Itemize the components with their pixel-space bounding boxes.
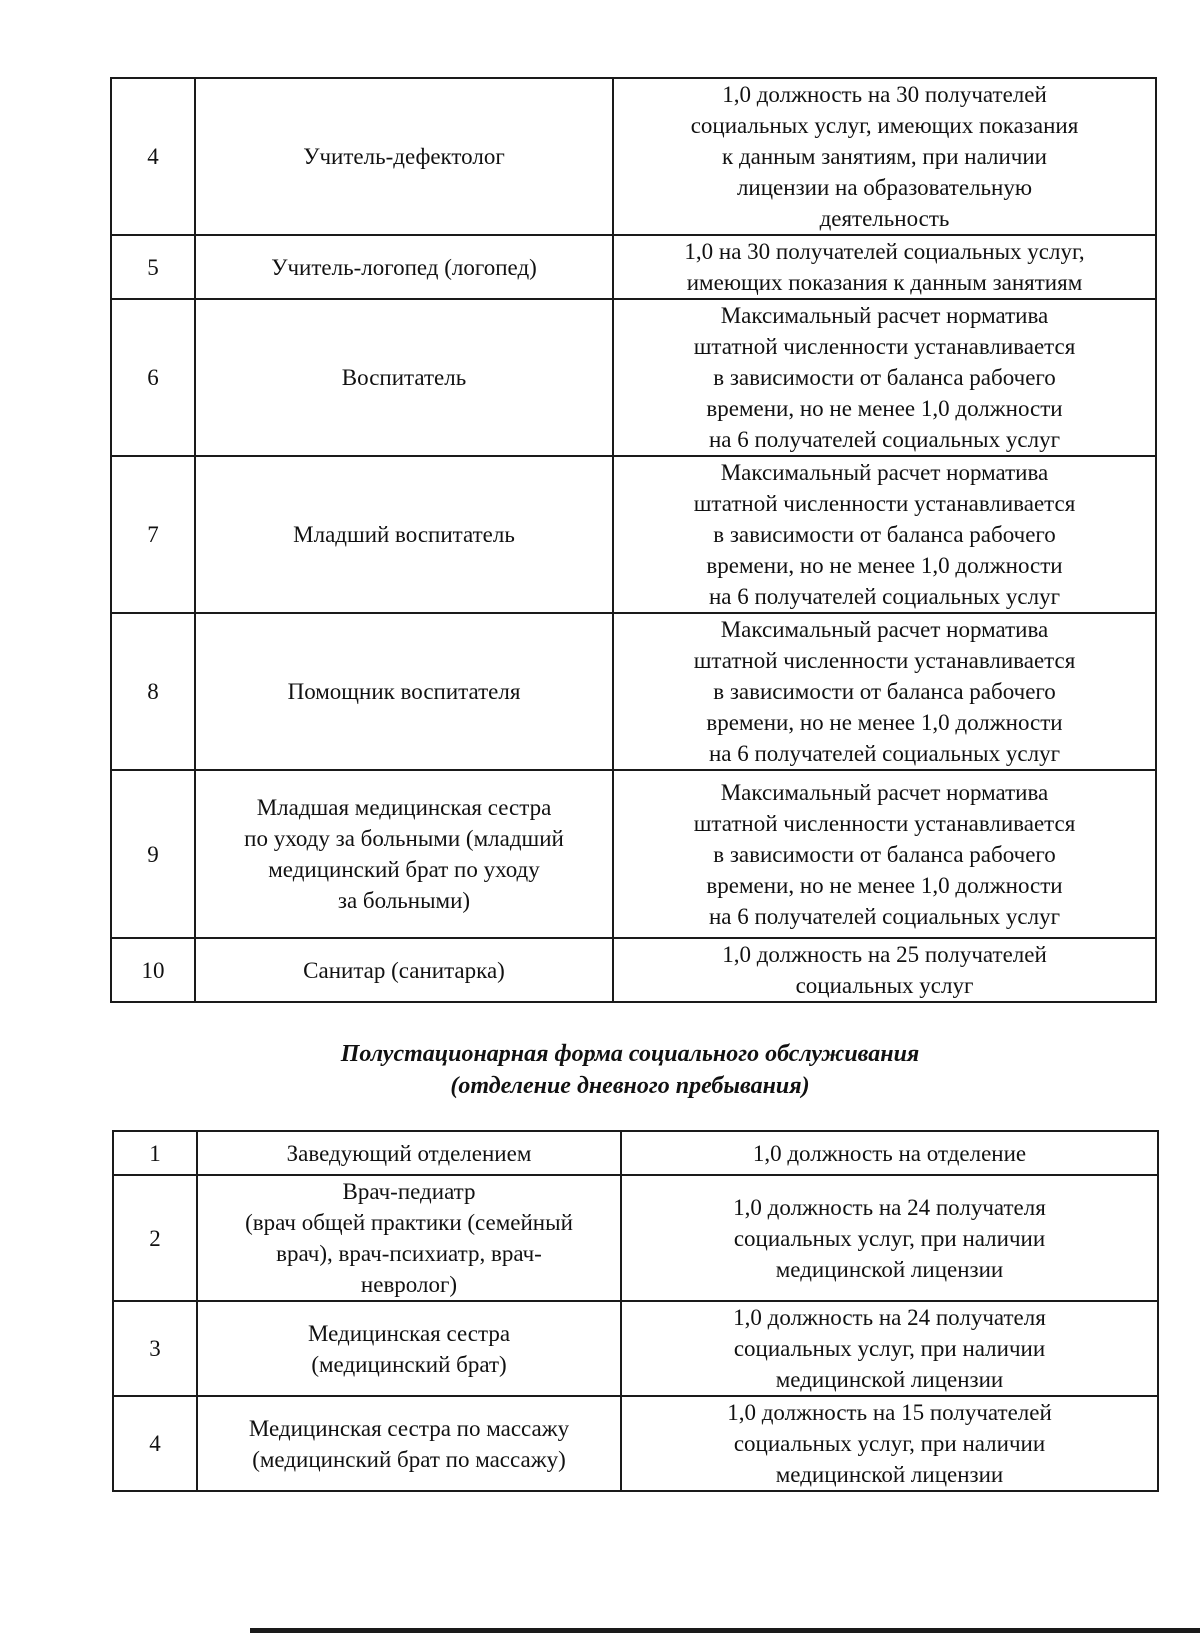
row-number: 7 (111, 456, 195, 613)
table-row (111, 770, 1156, 938)
section-heading-line2: (отделение дневного пребывания) (450, 1073, 810, 1099)
position-line: Учитель-логопед (логопед) (271, 254, 537, 280)
staffing-norm-line: штатной численности устанавливается (693, 648, 1076, 673)
staffing-norm-line: деятельность (819, 206, 950, 231)
table-row (113, 1396, 1158, 1491)
row-number: 3 (113, 1301, 197, 1396)
position-line: (врач общей практики (семейный (245, 1210, 573, 1235)
staffing-norm-line: 1,0 должность на 25 получателей (722, 942, 1047, 967)
staffing-norm-line: 1,0 должность на 24 получателя (733, 1194, 1046, 1220)
staffing-norm-cell (613, 613, 1156, 770)
table-row (111, 938, 1156, 1002)
staffing-norm-line: 1,0 должность на отделение (752, 1140, 1027, 1166)
staffing-norm-line: на 6 получателей социальных услуг (708, 903, 1061, 929)
position-cell (195, 770, 613, 938)
staffing-norm-line: времени, но не менее 1,0 должности (706, 553, 1063, 578)
staffing-norm-line: в зависимости от баланса рабочего (713, 841, 1056, 867)
staffing-norm-line: штатной численности устанавливается (693, 334, 1076, 359)
position-line: (медицинский брат по массажу) (252, 1446, 566, 1472)
position-line: (медицинский брат) (311, 1351, 507, 1377)
staffing-norm-line: имеющих показания к данным занятиям (686, 270, 1083, 295)
staffing-norm-cell (621, 1396, 1158, 1491)
position-cell (197, 1131, 621, 1175)
staffing-norm-line: на 6 получателей социальных услуг (708, 584, 1061, 609)
position-cell (195, 613, 613, 770)
row-number: 4 (111, 78, 195, 235)
section-heading-line1: Полустационарная форма социального обслуживания (340, 1041, 920, 1067)
staffing-norm-cell (621, 1175, 1158, 1301)
staffing-table-day-care (112, 1130, 1159, 1492)
table-row (111, 78, 1156, 235)
position-cell (195, 299, 613, 456)
staffing-norm-line: лицензии на образовательную (736, 175, 1033, 200)
staffing-norm-cell (613, 78, 1156, 235)
staffing-norm-line: в зависимости от баланса рабочего (713, 522, 1056, 547)
staffing-norm-cell (613, 235, 1156, 299)
staffing-norm-cell (621, 1131, 1158, 1175)
row-number: 5 (111, 235, 195, 299)
position-cell (195, 78, 613, 235)
position-cell (197, 1396, 621, 1491)
staffing-norm-cell (613, 456, 1156, 613)
table-row (111, 613, 1156, 770)
staffing-norm-line: к данным занятиям, при наличии (722, 144, 1047, 169)
staffing-norm-line: социальных услуг, имеющих показания (690, 113, 1079, 138)
staffing-norm-line: в зависимости от баланса рабочего (713, 365, 1056, 390)
table-row (111, 299, 1156, 456)
row-number: 4 (113, 1396, 197, 1491)
staffing-norm-line: медицинской лицензии (775, 1256, 1004, 1282)
row-number: 8 (111, 613, 195, 770)
staffing-norm-line: 1,0 должность на 24 получателя (733, 1305, 1046, 1330)
staffing-norm-line: Максимальный расчет норматива (720, 303, 1049, 328)
position-line: Санитар (санитарка) (303, 957, 505, 983)
position-line: Младшая медицинская сестра (256, 795, 552, 820)
position-line: по уходу за больными (младший (244, 826, 564, 851)
position-cell (195, 235, 613, 299)
staffing-norm-line: на 6 получателей социальных услуг (708, 741, 1061, 766)
table-row (113, 1131, 1158, 1175)
staffing-norm-line: в зависимости от баланса рабочего (713, 679, 1056, 704)
position-line: Врач-педиатр (342, 1179, 476, 1204)
staffing-norm-cell (621, 1301, 1158, 1396)
staffing-norm-line: на 6 получателей социальных услуг (708, 427, 1061, 452)
staffing-norm-cell (613, 938, 1156, 1002)
staffing-table-inpatient-body (111, 78, 1156, 1002)
staffing-norm-line: социальных услуг, при наличии (733, 1336, 1046, 1361)
staffing-norm-line: медицинской лицензии (775, 1367, 1004, 1392)
row-number: 1 (113, 1131, 197, 1175)
staffing-norm-line: социальных услуг, при наличии (733, 1225, 1046, 1251)
staffing-norm-line: медицинской лицензии (775, 1462, 1004, 1487)
staffing-norm-line: Максимальный расчет норматива (720, 460, 1049, 485)
staffing-table-inpatient (110, 77, 1157, 1003)
position-cell (197, 1175, 621, 1301)
staffing-norm-line: времени, но не менее 1,0 должности (706, 710, 1063, 735)
position-line: за больными) (337, 888, 471, 913)
position-cell (195, 456, 613, 613)
staffing-norm-line: 1,0 должность на 15 получателей (727, 1400, 1052, 1425)
position-cell (197, 1301, 621, 1396)
scan-edge-bar (250, 1628, 1200, 1633)
position-line: медицинский брат по уходу (268, 857, 540, 882)
row-number: 9 (111, 770, 195, 938)
table-row (113, 1301, 1158, 1396)
staffing-table-day-care-body (113, 1131, 1158, 1491)
position-line: Медицинская сестра по массажу (248, 1415, 570, 1441)
row-number: 2 (113, 1175, 197, 1301)
position-cell (195, 938, 613, 1002)
staffing-norm-line: социальных услуг (795, 973, 974, 998)
staffing-norm-line: времени, но не менее 1,0 должности (706, 396, 1063, 421)
staffing-norm-line: времени, но не менее 1,0 должности (706, 872, 1063, 898)
staffing-norm-line: Максимальный расчет норматива (720, 617, 1049, 642)
table-row (111, 235, 1156, 299)
staffing-norm-line: 1,0 должность на 30 получателей (722, 82, 1047, 107)
staffing-norm-line: штатной численности устанавливается (693, 491, 1076, 516)
staffing-norm-cell (613, 770, 1156, 938)
position-line: Помощник воспитателя (287, 679, 521, 704)
staffing-norm-line: Максимальный расчет норматива (720, 779, 1049, 805)
staffing-norm-line: 1,0 на 30 получателей социальных услуг, (684, 239, 1085, 264)
row-number: 6 (111, 299, 195, 456)
staffing-norm-line: социальных услуг, при наличии (733, 1431, 1046, 1456)
position-line: Заведующий отделением (286, 1140, 532, 1166)
row-number: 10 (111, 938, 195, 1002)
table-row (113, 1175, 1158, 1301)
section-heading (100, 1038, 1160, 1102)
position-line: врач), врач-психиатр, врач- (276, 1241, 542, 1266)
staffing-norm-line: штатной численности устанавливается (693, 810, 1076, 836)
position-line: Медицинская сестра (307, 1320, 511, 1346)
table-row (111, 456, 1156, 613)
staffing-norm-cell (613, 299, 1156, 456)
position-line: Учитель-дефектолог (303, 144, 505, 169)
position-line: Младший воспитатель (293, 522, 515, 547)
position-line: невролог) (360, 1272, 458, 1297)
position-line: Воспитатель (341, 365, 467, 390)
